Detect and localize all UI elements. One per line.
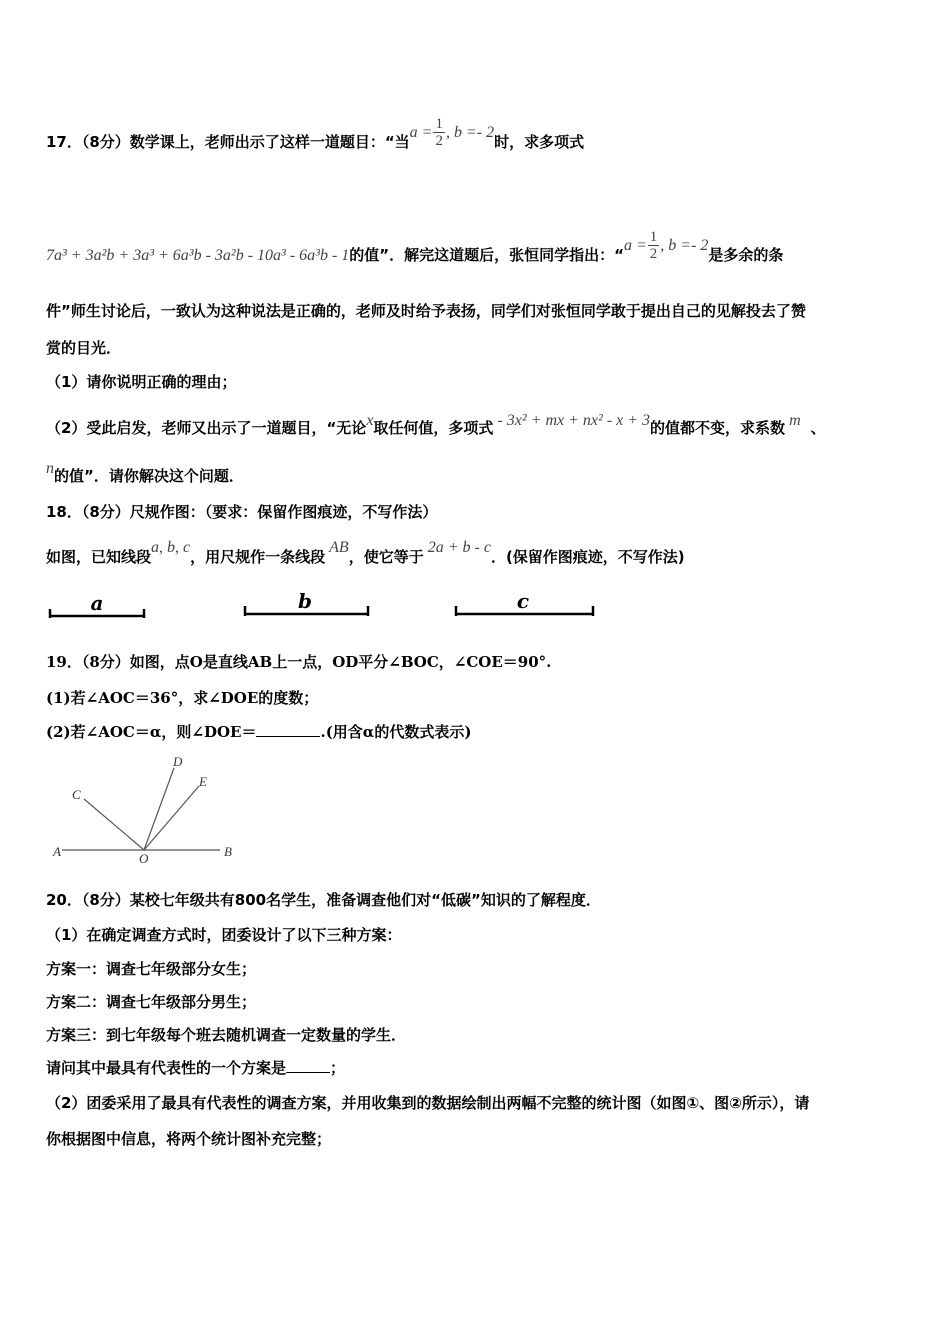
label-e: E <box>199 774 207 789</box>
q20-part1: （1）在确定调查方式时，团委设计了以下三种方案： <box>46 926 402 944</box>
q20-plan3: 方案三：到七年级每个班去随机调查一定数量的学生． <box>46 1026 407 1044</box>
q17-lead: 17．（8分）数学课上，老师出示了这样一道题目：“当 <box>46 133 410 151</box>
segment-b-label: b <box>298 590 312 613</box>
q19-part2-tail: .(用含α的代数式表示) <box>320 723 472 741</box>
q17-part2b-text: 的值”．请你解决这个问题． <box>54 467 244 485</box>
q17-tail: 时，求多项式 <box>494 133 585 151</box>
q17-var-n: n <box>46 460 54 477</box>
q19-answer-blank <box>256 736 320 737</box>
label-o: O <box>139 851 149 866</box>
label-a: A <box>53 844 61 859</box>
q17-part2-tail1: 的值都不变，求系数 <box>650 419 786 437</box>
q20-part2-line1: （2）团委采用了最具有代表性的调查方案，并用收集到的数据绘制出两幅不完整的统计图（如图①、图②所示），请 <box>46 1094 810 1112</box>
q17-line3: 件”师生讨论后，一致认为这种说法是正确的，老师及时给予表扬，同学们对张恒同学敢于提出自己的见解投去了赞 <box>46 302 806 320</box>
q17-line2 <box>46 229 784 272</box>
q19-title: 19．（8分）如图，点O是直线AB上一点，OD平分∠BOC，∠COE＝90°. <box>46 653 552 671</box>
q20-ask <box>46 1058 345 1078</box>
q17-line2-b-eq: , b =- 2 <box>660 237 709 254</box>
q17-var-x: x <box>366 412 374 429</box>
q18-ab: AB <box>329 539 349 556</box>
q18-tail: ．(保留作图痕迹，不写作法) <box>490 548 685 566</box>
q17-part2-polynomial: - 3x² + mx + nx² - x + 3 <box>497 412 651 429</box>
ray-od <box>144 768 174 850</box>
ray-oe <box>144 786 199 850</box>
q18-line <box>46 539 685 568</box>
segment-a-label: a <box>90 591 104 615</box>
q17-part2-lead: （2）受此启发，老师又出示了一道题目，“无论 <box>46 419 367 437</box>
q17-part2 <box>46 412 826 439</box>
q17-part2-mid: 取任何值，多项式 <box>373 419 494 437</box>
q19-part2 <box>46 722 471 742</box>
q17-line2-tail: 是多余的条 <box>708 246 784 264</box>
q18-mid: ，用尺规作一条线段 <box>190 548 326 566</box>
q18-segments-figure <box>0 590 950 630</box>
label-b: B <box>224 844 232 859</box>
q17-line2-fraction: $\frac{1}{2}$ <box>649 229 658 262</box>
q18-lead: 如图，已知线段 <box>46 548 152 566</box>
q17-part2b <box>46 460 244 487</box>
q18-abc: a, b, c <box>151 539 191 556</box>
label-d: D <box>173 754 183 769</box>
q17-part2-tail2: 、 <box>810 419 826 437</box>
q19-part1: (1)若∠AOC＝36°，求∠DOE的度数； <box>46 689 319 707</box>
segment-c-label: c <box>516 590 530 613</box>
q20-title: 20．（8分）某校七年级共有800名学生，准备调查他们对“低碳”知识的了解程度． <box>46 891 601 909</box>
q20-ask-lead: 请问其中最具有代表性的一个方案是 <box>46 1059 287 1077</box>
q17-a-eq: a = <box>409 124 433 141</box>
q17-part1: （1）请你说明正确的理由； <box>46 373 237 391</box>
q18-expr: 2a + b - c <box>427 539 491 556</box>
q20-plan2: 方案二：调查七年级部分男生； <box>46 993 257 1011</box>
q20-answer-blank <box>286 1072 330 1073</box>
q20-part2-line2: 你根据图中信息，将两个统计图补充完整； <box>46 1130 332 1148</box>
q18-mid2: ，使它等于 <box>348 548 424 566</box>
q17-var-m: m <box>789 412 801 429</box>
q17-line1 <box>46 116 585 159</box>
q19-angle-figure <box>40 752 240 867</box>
q20-plan1: 方案一：调查七年级部分女生； <box>46 960 257 978</box>
q17-fraction: $\frac{1}{2}$ <box>435 116 443 149</box>
q17-b-eq: , b =- 2 <box>445 124 495 141</box>
q19-part2-lead: (2)若∠AOC＝α，则∠DOE＝ <box>46 723 257 741</box>
q17-line2-mid: 的值”．解完这道题后，张恒同学指出：“ <box>349 246 624 264</box>
q18-title: 18．（8分）尺规作图：（要求：保留作图痕迹，不写作法） <box>46 503 438 521</box>
q17-line4: 赏的目光． <box>46 339 122 357</box>
q17-polynomial: 7a³ + 3a²b + 3a³ + 6a³b - 3a²b - 10a³ - 6a³b - 1 <box>46 247 350 264</box>
q17-line2-a-eq: a = <box>624 237 647 254</box>
label-c: C <box>72 787 81 802</box>
ray-oc <box>84 799 144 850</box>
q20-ask-tail: ； <box>330 1059 346 1077</box>
